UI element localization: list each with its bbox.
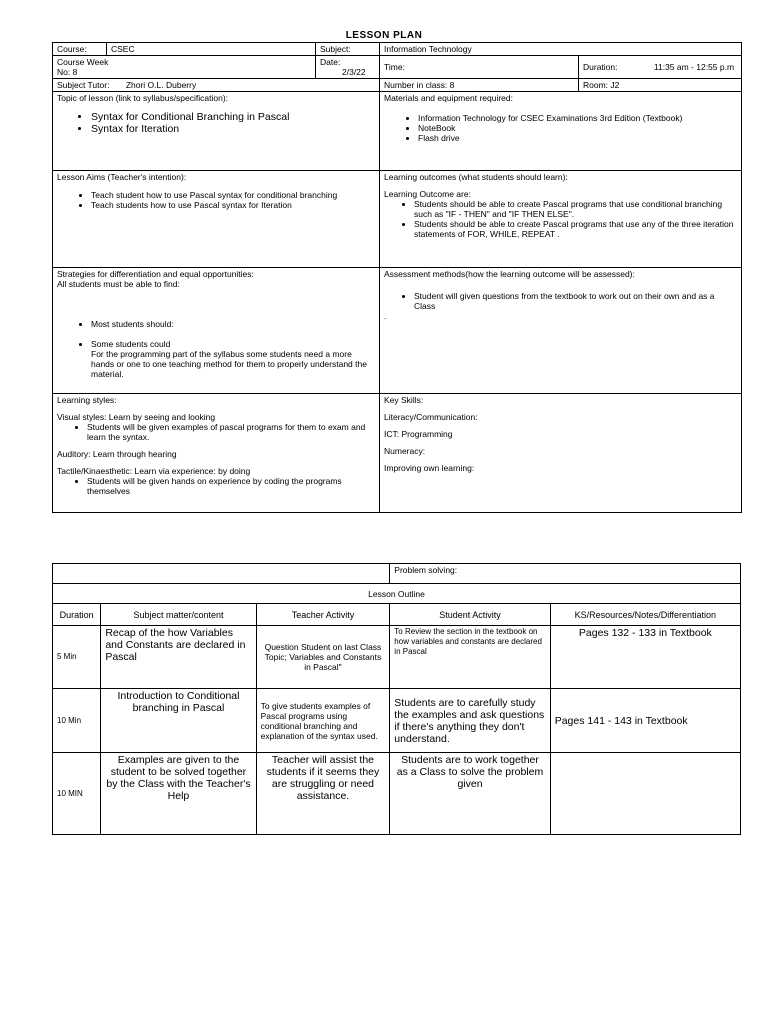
outcomes-item: • Students should be able to create Pascal programs that use conditional branching such as "IF - THEN" and "IF THEN ELSE". [414, 199, 737, 219]
problem-solving: Problem solving: [390, 564, 741, 584]
row-student: To Review the section in the textbook on how variables and constants are declared in Pascal [390, 626, 550, 689]
time-label: Time: [380, 56, 579, 79]
styles-tactile: Tactile/Kinaesthetic: Learn via experience: by doing [57, 466, 251, 476]
header-subject: Subject matter/content [101, 604, 256, 626]
subject-label: Subject: [316, 43, 380, 56]
duration-label: Duration: [583, 62, 618, 72]
skills-cell [380, 394, 742, 513]
assessment-item: • Student will given questions from the textbook to work out on their own and as a Class [414, 291, 737, 311]
aims-cell [53, 171, 380, 268]
strategies-most: • Most students should: [91, 319, 375, 329]
date-value: 2/3/22 [342, 67, 366, 77]
row-teacher: To give students examples of Pascal programs using conditional branching and explanation of the syntax used. [256, 689, 390, 753]
tutor-cell [53, 79, 380, 92]
lesson-outline-table [52, 563, 741, 835]
materials-heading: Materials and equipment required: [384, 93, 513, 103]
row-teacher: Teacher will assist the students if it seems they are struggling or need assistance. [256, 753, 390, 835]
header-teacher: Teacher Activity [256, 604, 390, 626]
duration-value: 11:35 am - 12:55 p.m [653, 62, 735, 72]
row-subject: Examples are given to the student to be solved together by the Class with the Teacher's Help [101, 753, 256, 835]
topic-heading: Topic of lesson (link to syllabus/specification): [57, 93, 229, 103]
strategies-some: • Some students could [91, 339, 375, 349]
skills-literacy: Literacy/Communication: [384, 412, 478, 422]
strategies-cell [53, 268, 380, 394]
room: Room: J2 [579, 79, 742, 92]
duration-cell [579, 56, 742, 79]
styles-tactile-item: • Students will be given hands on experience by coding the programs themselves [87, 476, 375, 496]
assessment-heading: Assessment methods(how the learning outcome will be assessed): [384, 269, 635, 279]
row-subject: Recap of the how Variables and Constants are declared in Pascal [101, 626, 256, 689]
row-duration: 10 MIN [53, 753, 101, 835]
topic-item: • Syntax for Iteration [91, 123, 375, 135]
tutor-label: Subject Tutor: [57, 80, 110, 90]
header-duration: Duration [53, 604, 101, 626]
table-row [53, 753, 741, 835]
outcomes-item: • Students should be able to create Pascal programs that use any of the three iteration statements of FOR, WHILE, REPEAT . [414, 219, 737, 239]
header-notes: KS/Resources/Notes/Differentiation [550, 604, 740, 626]
empty-cell [53, 564, 390, 584]
materials-item: • Information Technology for CSEC Examinations 3rd Edition (Textbook) [418, 113, 737, 123]
assessment-cell [380, 268, 742, 394]
outcomes-heading: Learning outcomes (what students should learn): [384, 172, 568, 182]
subject-value: Information Technology [380, 43, 742, 56]
course-value: CSEC [107, 43, 316, 56]
row-student: Students are to carefully study the examples and ask questions if there's anything they don't understand. [390, 689, 550, 753]
row-notes: Pages 132 - 133 in Textbook [550, 626, 740, 689]
class-number: Number in class: 8 [380, 79, 579, 92]
skills-ict: ICT: Programming [384, 429, 453, 439]
outcomes-cell [380, 171, 742, 268]
strategies-heading: Strategies for differentiation and equal opportunities: [57, 269, 254, 279]
skills-numeracy: Numeracy: [384, 446, 426, 456]
page-title: LESSON PLAN [345, 30, 423, 41]
table-row [53, 689, 741, 753]
styles-cell [53, 394, 380, 513]
tutor-value: Zhori O.L. Duberry [125, 80, 197, 90]
assessment-trail: . [384, 311, 387, 321]
date-cell [316, 56, 380, 79]
outcomes-intro: Learning Outcome are: [384, 189, 471, 199]
header-student: Student Activity [390, 604, 550, 626]
course-week-number: No: 8 [57, 67, 78, 77]
row-subject: Introduction to Conditional branching in Pascal [101, 689, 256, 753]
row-duration: 5 Min [53, 626, 101, 689]
table-row [53, 626, 741, 689]
row-teacher: Question Student on last Class Topic; Variables and Constants in Pascal" [256, 626, 390, 689]
materials-item: • NoteBook [418, 123, 737, 133]
aims-item: • Teach student how to use Pascal syntax for conditional branching [91, 190, 375, 200]
topic-cell [53, 92, 380, 171]
course-week-cell [53, 56, 316, 79]
row-notes [550, 753, 740, 835]
topic-item: • Syntax for Conditional Branching in Pascal [91, 111, 375, 123]
row-duration: 10 Min [53, 689, 101, 753]
materials-cell [380, 92, 742, 171]
skills-heading: Key Skills: [384, 395, 424, 405]
aims-heading: Lesson Aims (Teacher's intention): [57, 172, 187, 182]
skills-improving: Improving own learning: [384, 463, 475, 473]
outline-title: Lesson Outline [53, 584, 741, 604]
materials-item: • Flash drive [418, 133, 737, 143]
row-notes: Pages 141 - 143 in Textbook [550, 689, 740, 753]
styles-visual: Visual styles: Learn by seeing and looking [57, 412, 216, 422]
course-week-label: Course Week [57, 57, 109, 67]
course-label: Course: [53, 43, 107, 56]
strategies-some-detail: For the programming part of the syllabus some students need a more hands or one to one teaching method for them to properly understand the material. [91, 349, 367, 379]
aims-item: • Teach students how to use Pascal syntax for Iteration [91, 200, 375, 210]
strategies-all: All students must be able to find: [57, 279, 180, 289]
styles-heading: Learning styles: [57, 395, 117, 405]
styles-auditory: Auditory: Learn through hearing [57, 449, 177, 459]
date-label: Date: [320, 57, 341, 67]
styles-visual-item: • Students will be given examples of pascal programs for them to exam and learn the syntax. [87, 422, 375, 442]
lesson-plan-table [52, 42, 742, 513]
row-student: Students are to work together as a Class to solve the problem given [390, 753, 550, 835]
